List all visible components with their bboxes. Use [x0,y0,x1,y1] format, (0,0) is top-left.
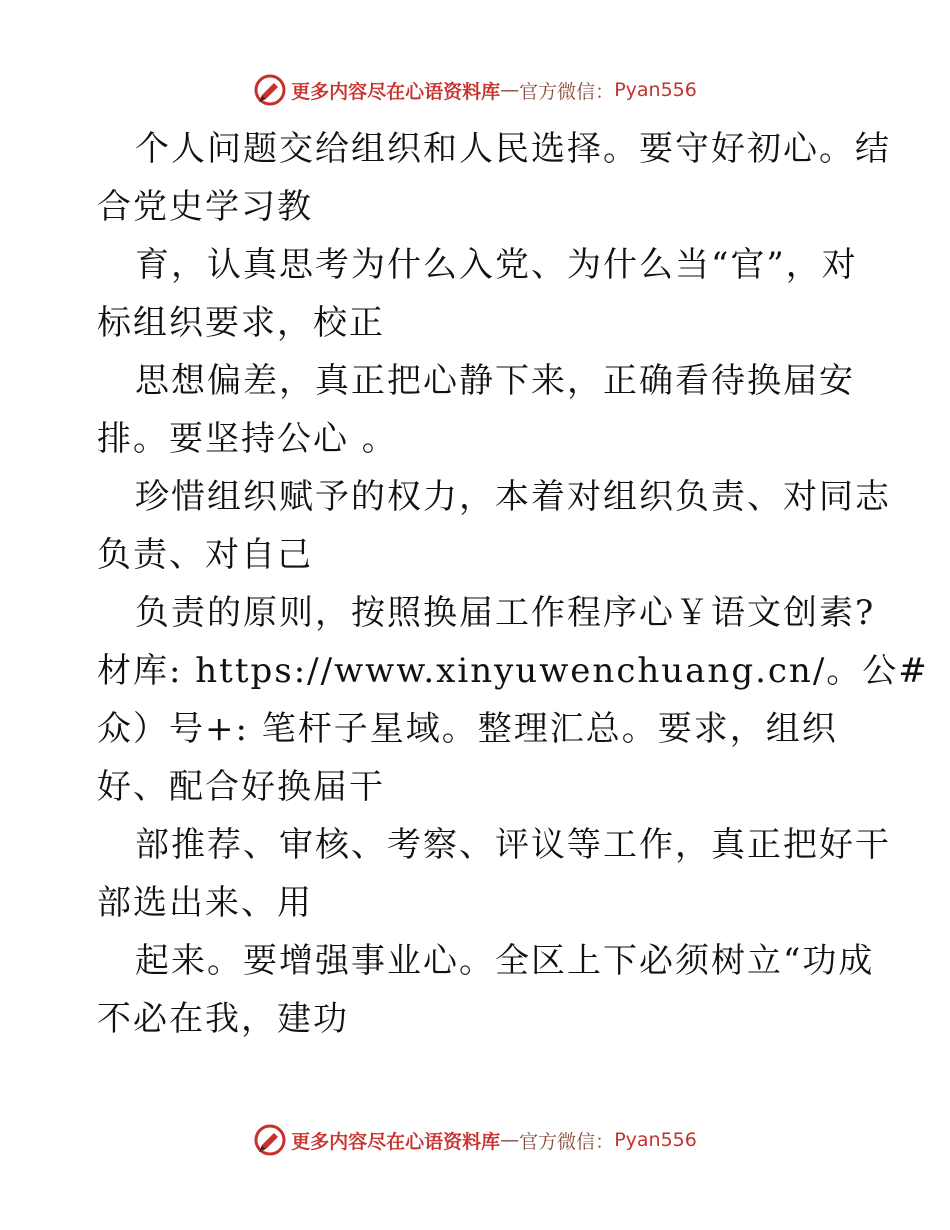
text-line: 众）号+: 笔杆子星域。整理汇总。要求，组织 [97,709,838,749]
text-line: 起来。要增强事业心。全区上下必须树立“功成 [135,941,875,981]
banner-wechat-id: Pyan556 [614,79,697,101]
pen-logo-icon [253,1123,287,1157]
text-line: 合党史学习教 [97,187,313,227]
banner-site-name: 更多内容尽在心语资料库 [291,1130,501,1153]
header-banner [0,70,950,110]
text-line: 部选出来、用 [97,883,313,923]
banner-dash: — [500,1129,520,1151]
text-line: 标组织要求，校正 [97,303,385,343]
text-line: 思想偏差，真正把心静下来，正确看待换届安 [135,361,855,401]
pen-logo-icon [253,73,287,107]
banner-dash: — [500,79,520,101]
banner-site-name: 更多内容尽在心语资料库 [291,80,501,103]
text-line: 材库: https://www.xinyuwenchuang.cn/。公# [97,651,929,691]
document-body [97,120,929,1048]
text-line: 个人问题交给组织和人民选择。要守好初心。结 [135,129,891,169]
text-line: 好、配合好换届干 [97,767,385,807]
text-line: 负责的原则，按照换届工作程序心￥语文创素? [135,593,876,633]
text-line: 不必在我，建功 [97,999,349,1039]
text-line: 部推荐、审核、考察、评议等工作，真正把好干 [135,825,891,865]
banner-wechat-id: Pyan556 [614,1129,697,1151]
text-line: 育，认真思考为什么入党、为什么当“官”，对 [135,245,858,285]
text-line: 负责、对自己 [97,535,313,575]
banner-wechat-label: 官方微信： [519,1130,615,1153]
footer-banner [0,1120,950,1160]
text-line: 珍惜组织赋予的权力，本着对组织负责、对同志 [135,477,891,517]
banner-wechat-label: 官方微信： [519,80,615,103]
text-line: 排。要坚持公心 。 [97,419,398,459]
